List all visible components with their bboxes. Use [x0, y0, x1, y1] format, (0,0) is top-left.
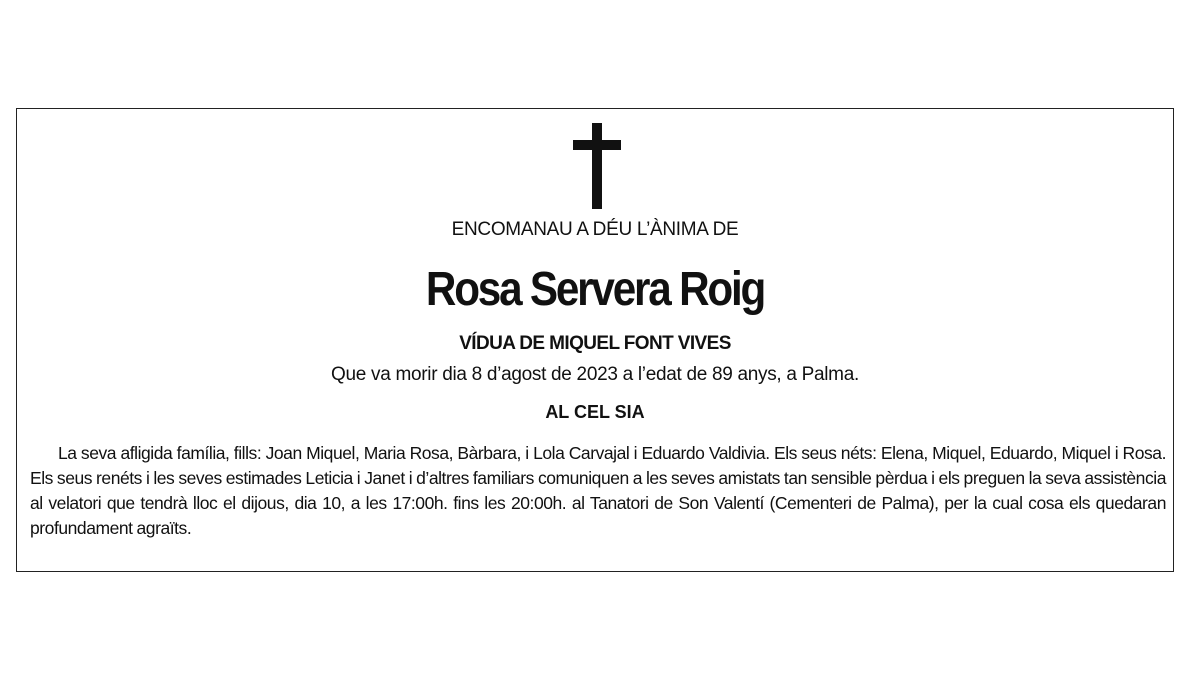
widow-of-line: VÍDUA DE MIQUEL FONT VIVES	[459, 333, 731, 354]
deceased-name: Rosa Servera Roig	[425, 263, 765, 316]
family-announcement-text: La seva afligida família, fills: Joan Miquel, Maria Rosa, Bàrbara, i Lola Carvajal i Eduardo Valdivia. Els seus néts: Elena, Miquel, Eduardo, Miquel i Rosa. Els seus renéts i les seves estimades Leticia i Janet i d’altres familiars comuniquen a les seves amistats tan sensible pèrdua i els preguen la seva assistència al velatori que tendrà lloc el dijous, dia 10, a les 17:00h. fins les 20:00h. al Tanatori de Son Valentí (Cementeri de Palma), per la cual cosa els quedaran profundament agraïts.	[30, 443, 1166, 538]
death-info-line: Que va morir dia 8 d’agost de 2023 a l’edat de 89 anys, a Palma.	[331, 364, 859, 385]
cross-horizontal-bar	[573, 140, 621, 150]
cross-icon	[573, 123, 621, 209]
cross-vertical-bar	[592, 123, 602, 209]
farewell-line: AL CEL SIA	[545, 402, 645, 422]
intro-heading: ENCOMANAU A DÉU L’ÀNIMA DE	[451, 219, 739, 240]
